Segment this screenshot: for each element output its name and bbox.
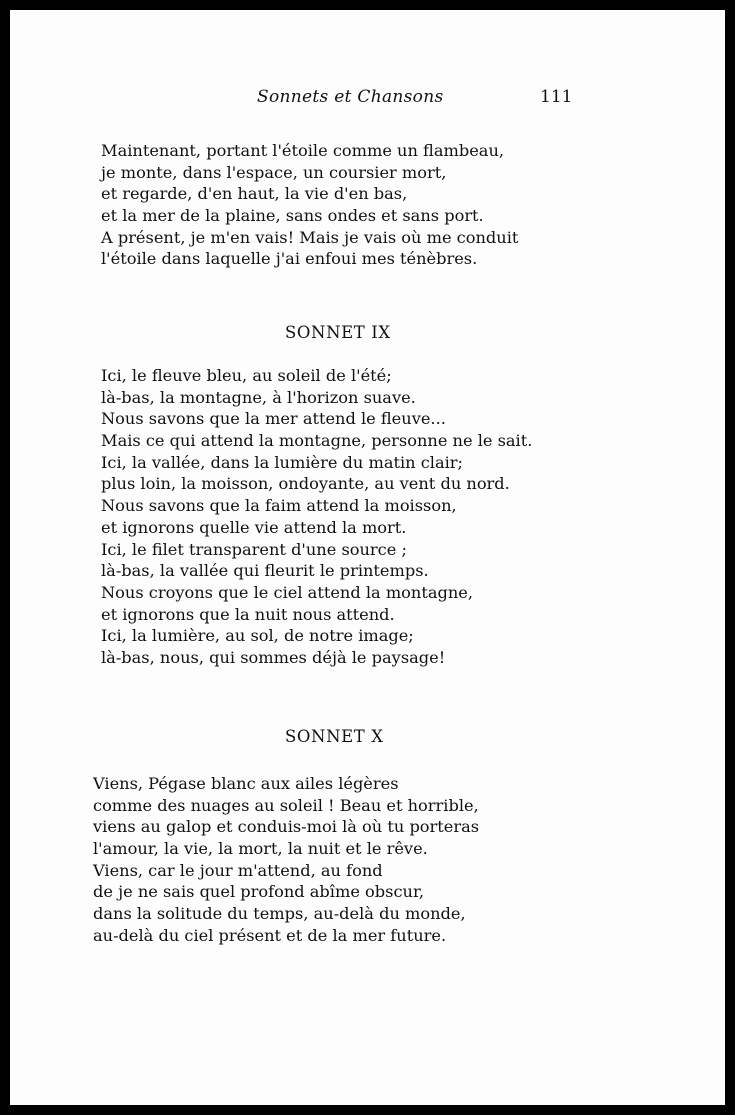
verse-line: Viens, Pégase blanc aux ailes légères xyxy=(93,774,399,793)
verse-line: Ici, le fleuve bleu, au soleil de l'été; xyxy=(101,366,392,385)
verse-line: et regarde, d'en haut, la vie d'en bas, xyxy=(101,184,408,204)
sonnet-x-body xyxy=(93,773,479,947)
verse-line: et ignorons quelle vie attend la mort. xyxy=(101,517,407,537)
verse-line: Viens, car le jour m'attend, au fond xyxy=(93,860,383,880)
verse-line: là-bas, nous, qui sommes déjà le paysage! xyxy=(101,647,446,667)
running-title: Sonnets et Chansons xyxy=(257,87,444,107)
verse-line: Nous savons que la mer attend le fleuve... xyxy=(101,409,446,429)
verse-line: Ici, le filet transparent d'une source ; xyxy=(101,539,407,559)
page-header xyxy=(10,87,725,111)
verse-line: A présent, je m'en vais! Mais je vais où me conduit xyxy=(101,227,519,247)
verse-line: comme des nuages au soleil ! Beau et horrible, xyxy=(93,795,479,815)
verse-line: là-bas, la vallée qui fleurit le printemps. xyxy=(101,561,429,581)
verse-line: Nous savons que la faim attend la moisson, xyxy=(101,496,457,516)
sonnet-ix-body xyxy=(101,365,532,669)
verse-line: et la mer de la plaine, sans ondes et sans port. xyxy=(101,206,484,226)
verse-line: Maintenant, portant l'étoile comme un flambeau, xyxy=(101,141,505,160)
verse-line: plus loin, la moisson, ondoyante, au vent du nord. xyxy=(101,474,510,494)
sonnet-x-title: SONNET X xyxy=(285,727,384,746)
sonnet-ix-title: SONNET IX xyxy=(285,323,391,342)
book-page xyxy=(10,10,725,1105)
verse-line: Ici, la vallée, dans la lumière du matin clair; xyxy=(101,452,463,472)
verse-line: l'amour, la vie, la mort, la nuit et le rêve. xyxy=(93,839,428,859)
verse-line: viens au galop et conduis-moi là où tu porteras xyxy=(93,817,480,837)
verse-line: Nous croyons que le ciel attend la montagne, xyxy=(101,582,474,602)
verse-line: au-delà du ciel présent et de la mer future. xyxy=(93,925,447,945)
stanza-top xyxy=(101,140,518,270)
verse-line: Ici, la lumière, au sol, de notre image; xyxy=(101,626,414,646)
verse-line: je monte, dans l'espace, un coursier mort, xyxy=(101,162,447,182)
verse-line: là-bas, la montagne, à l'horizon suave. xyxy=(101,387,416,407)
page-number: 111 xyxy=(540,87,573,107)
verse-line: l'étoile dans laquelle j'ai enfoui mes ténèbres. xyxy=(101,249,478,269)
verse-line: et ignorons que la nuit nous attend. xyxy=(101,604,395,624)
verse-line: de je ne sais quel profond abîme obscur, xyxy=(93,882,425,902)
verse-line: Mais ce qui attend la montagne, personne ne le sait. xyxy=(101,431,533,451)
verse-line: dans la solitude du temps, au-delà du monde, xyxy=(93,904,466,924)
